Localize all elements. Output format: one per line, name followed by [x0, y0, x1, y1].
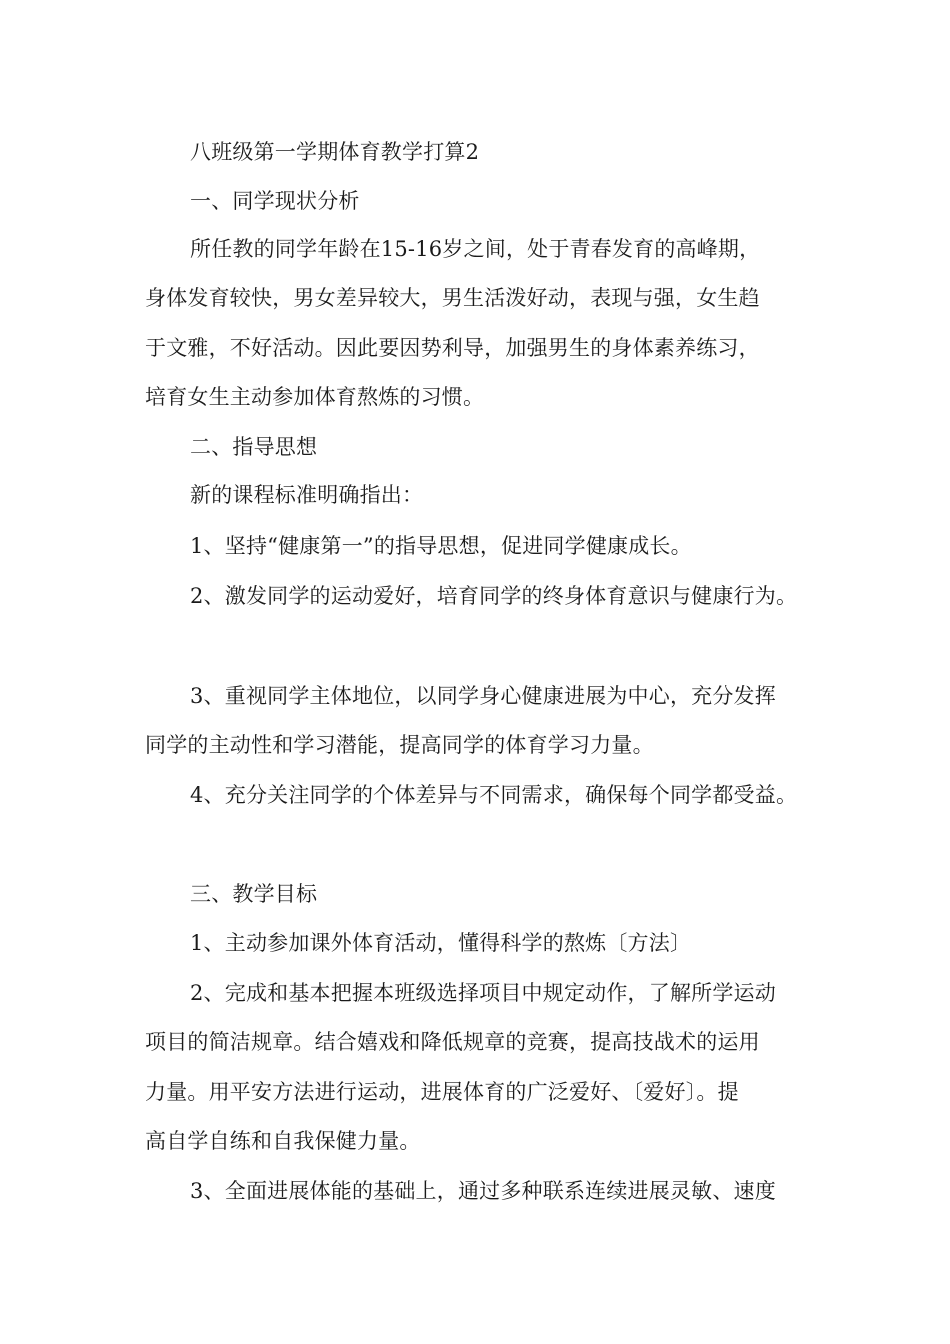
paragraph-line: 于文雅，不好活动。因此要因势利导，加强男生的身体素养练习， [145, 336, 760, 360]
document-title: 八班级第一学期体育教学打算2 [190, 140, 480, 164]
list-item-line: 2、激发同学的运动爱好，培育同学的终身体育意识与健康行为。 [190, 584, 798, 608]
list-item-line: 1、坚持“健康第一”的指导思想，促进同学健康成长。 [190, 534, 692, 558]
section-heading-3: 三、教学目标 [190, 882, 318, 906]
list-item-line: 2、完成和基本把握本班级选择项目中规定动作，了解所学运动 [190, 981, 776, 1005]
list-item-line: 同学的主动性和学习潜能，提高同学的体育学习力量。 [145, 733, 654, 757]
list-item-line: 1、主动参加课外体育活动，懂得科学的熬炼〔方法〕 [190, 931, 692, 955]
paragraph-line: 所任教的同学年龄在15-16岁之间，处于青春发育的高峰期， [190, 237, 761, 261]
list-item-line: 4、充分关注同学的个体差异与不同需求，确保每个同学都受益。 [190, 783, 798, 807]
list-item-line: 高自学自练和自我保健力量。 [145, 1129, 421, 1153]
section-heading-1: 一、同学现状分析 [190, 189, 360, 213]
list-item-line: 项目的简洁规章。结合嬉戏和降低规章的竞赛，提高技战术的运用 [145, 1030, 760, 1054]
list-item-line: 3、重视同学主体地位，以同学身心健康进展为中心，充分发挥 [190, 684, 776, 708]
list-item-line: 3、全面进展体能的基础上，通过多种联系连续进展灵敏、速度 [190, 1179, 776, 1203]
paragraph-line: 身体发育较快，男女差异较大，男生活泼好动，表现与强，女生趋 [145, 286, 760, 310]
section-intro: 新的课程标准明确指出： [190, 483, 424, 507]
paragraph-line: 培育女生主动参加体育熬炼的习惯。 [145, 385, 485, 409]
list-item-line: 力量。用平安方法进行运动，进展体育的广泛爱好、〔爱好〕。提 [145, 1080, 739, 1104]
section-heading-2: 二、指导思想 [190, 435, 318, 459]
